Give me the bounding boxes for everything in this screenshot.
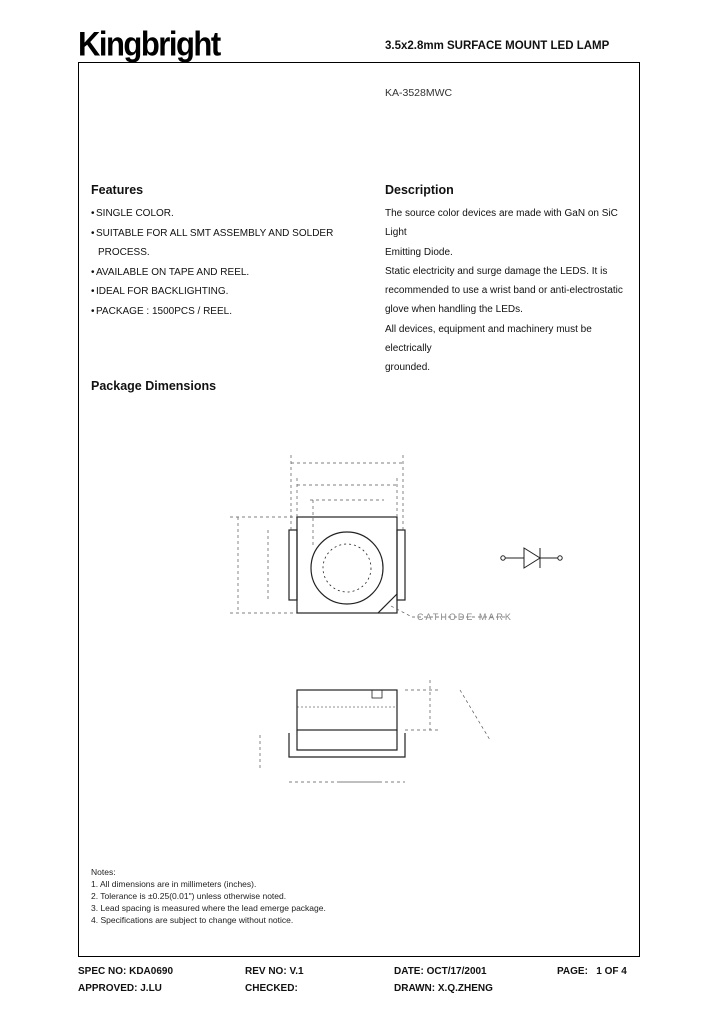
document-date: DATE: OCT/17/2001 (394, 966, 487, 977)
revision-number: REV NO: V.1 (245, 966, 304, 977)
package-dimensions-heading: Package Dimensions (91, 379, 217, 393)
spec-number: SPEC NO: KDA0690 (78, 966, 174, 977)
cathode-mark-label: CATHODE MARK (417, 612, 513, 622)
feature-item: •SUITABLE FOR ALL SMT ASSEMBLY AND SOLDER (91, 227, 334, 239)
note-item: 4. Specifications are subject to change without notice. (91, 915, 294, 925)
description-line: Static electricity and surge damage the LEDS. It is (385, 265, 608, 277)
feature-item: •IDEAL FOR BACKLIGHTING. (91, 286, 229, 297)
led-lens-outer (311, 532, 383, 604)
notes-block (91, 866, 326, 926)
feature-item-continued: PROCESS. (98, 247, 150, 258)
cathode-chamfer (378, 594, 397, 613)
note-item: 3. Lead spacing is measured where the lead emerge package. (91, 903, 326, 913)
description-line: glove when handling the LEDs. (385, 304, 523, 316)
description-line: Emitting Diode. (385, 246, 453, 258)
feature-item: •AVAILABLE ON TAPE AND REEL. (91, 266, 250, 278)
feature-item: •PACKAGE : 1500PCS / REEL. (91, 305, 232, 317)
notes-heading: Notes: (91, 867, 116, 877)
document-title: 3.5x2.8mm SURFACE MOUNT LED LAMP (385, 40, 610, 52)
approved-by: APPROVED: J.LU (78, 983, 162, 994)
led-lead-right (397, 530, 405, 600)
note-item: 1. All dimensions are in millimeters (inches). (91, 879, 257, 889)
drawn-by: DRAWN: X.Q.ZHENG (394, 983, 493, 994)
feature-item: •SINGLE COLOR. (91, 208, 174, 219)
checked-by: CHECKED: (245, 983, 298, 994)
led-lead-left (289, 530, 297, 600)
description-line: grounded. (385, 362, 431, 374)
led-lens-inner (323, 544, 371, 592)
features-heading: Features (91, 183, 144, 197)
description-line: The source color devices are made with GaN on SiC Light (385, 208, 618, 239)
description-line: All devices, equipment and machinery must be electrically (385, 323, 592, 355)
note-item: 2. Tolerance is ±0.25(0.01") unless otherwise noted. (91, 891, 287, 901)
led-side-leads (289, 733, 405, 757)
diode-symbol-icon (501, 548, 562, 568)
brand-logo: Kingbright (78, 24, 220, 64)
description-line: recommended to use a wrist band or anti-electrostatic (385, 285, 623, 297)
part-number: KA-3528MWC (385, 87, 453, 99)
page-indicator: PAGE: 1 OF 4 (557, 966, 627, 977)
description-heading: Description (385, 183, 454, 197)
